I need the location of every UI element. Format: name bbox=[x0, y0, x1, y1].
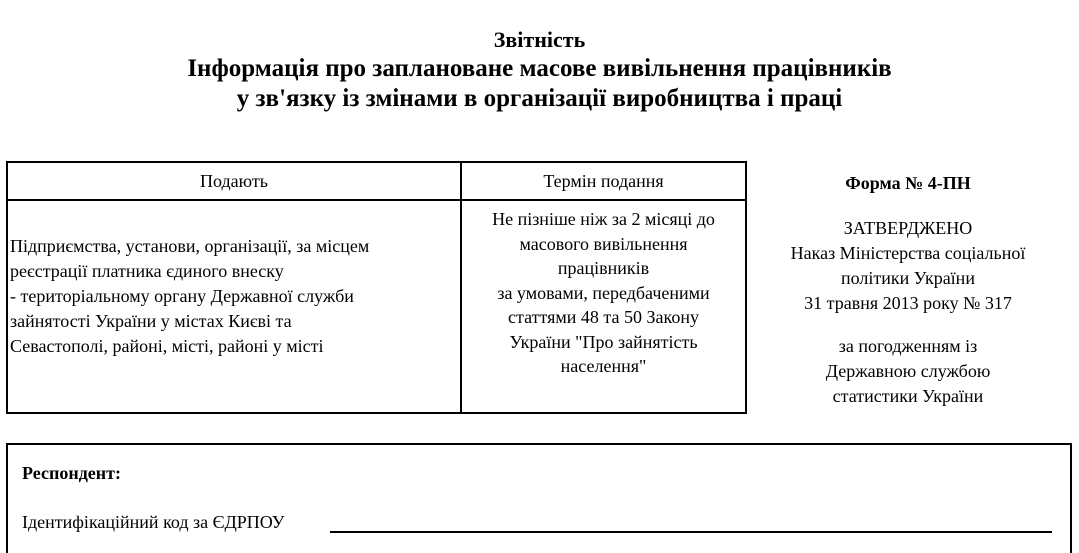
agreement-line: Державною службою bbox=[825, 361, 991, 381]
report-title bbox=[0, 26, 1079, 114]
deadline-line: статтями 48 та 50 Закону bbox=[508, 307, 699, 327]
title-line-2: Інформація про заплановане масове вивільнення працівників bbox=[187, 55, 892, 82]
approval-line: Наказ Міністерства соціальної bbox=[790, 243, 1026, 263]
column-header-deadline: Термін подання bbox=[461, 162, 746, 200]
deadline-line: за умовами, передбаченими bbox=[497, 282, 710, 303]
deadline-line: масового вивільнення bbox=[519, 233, 688, 254]
submitters-line: реєстрації платника єдиного внеску bbox=[10, 261, 284, 281]
submitters-line: Підприємства, установи, організації, за місцем bbox=[10, 236, 370, 256]
form-number: Форма № 4-ПН bbox=[845, 173, 971, 193]
submitters-cell bbox=[7, 200, 461, 413]
approval-line: ЗАТВЕРДЖЕНО bbox=[843, 218, 973, 238]
approval-line: політики України bbox=[841, 268, 975, 288]
deadline-line: України "Про зайнятість bbox=[509, 331, 698, 352]
respondent-label: Респондент: bbox=[22, 463, 121, 483]
agreement-block bbox=[760, 334, 1056, 409]
approval-line: 31 травня 2013 року № 317 bbox=[804, 293, 1012, 313]
deadline-cell bbox=[461, 200, 746, 413]
submitters-line: зайнятості України у містах Києві та bbox=[10, 311, 292, 331]
submitters-line: - територіальному органу Державної служби bbox=[10, 286, 354, 306]
deadline-line: населення" bbox=[560, 356, 647, 376]
deadline-line: працівників bbox=[557, 258, 650, 278]
submitters-line: Севастополі, районі, місті, районі у місті bbox=[10, 336, 324, 356]
agreement-line: за погодженням із bbox=[838, 336, 978, 356]
respondent-section bbox=[6, 443, 1072, 553]
title-line-3: у зв'язку із змінами в організації виробництва і праці bbox=[236, 85, 843, 112]
title-line-1: Звітність bbox=[493, 27, 586, 52]
edrpou-code-field[interactable] bbox=[330, 531, 1052, 533]
column-header-submitters: Подають bbox=[7, 162, 461, 200]
approval-block bbox=[760, 216, 1056, 316]
submission-table bbox=[6, 161, 747, 414]
deadline-line: Не пізніше ніж за 2 місяці до bbox=[492, 209, 715, 229]
edrpou-code-label: Ідентифікаційний код за ЄДРПОУ bbox=[22, 512, 285, 532]
agreement-line: статистики України bbox=[832, 386, 984, 406]
